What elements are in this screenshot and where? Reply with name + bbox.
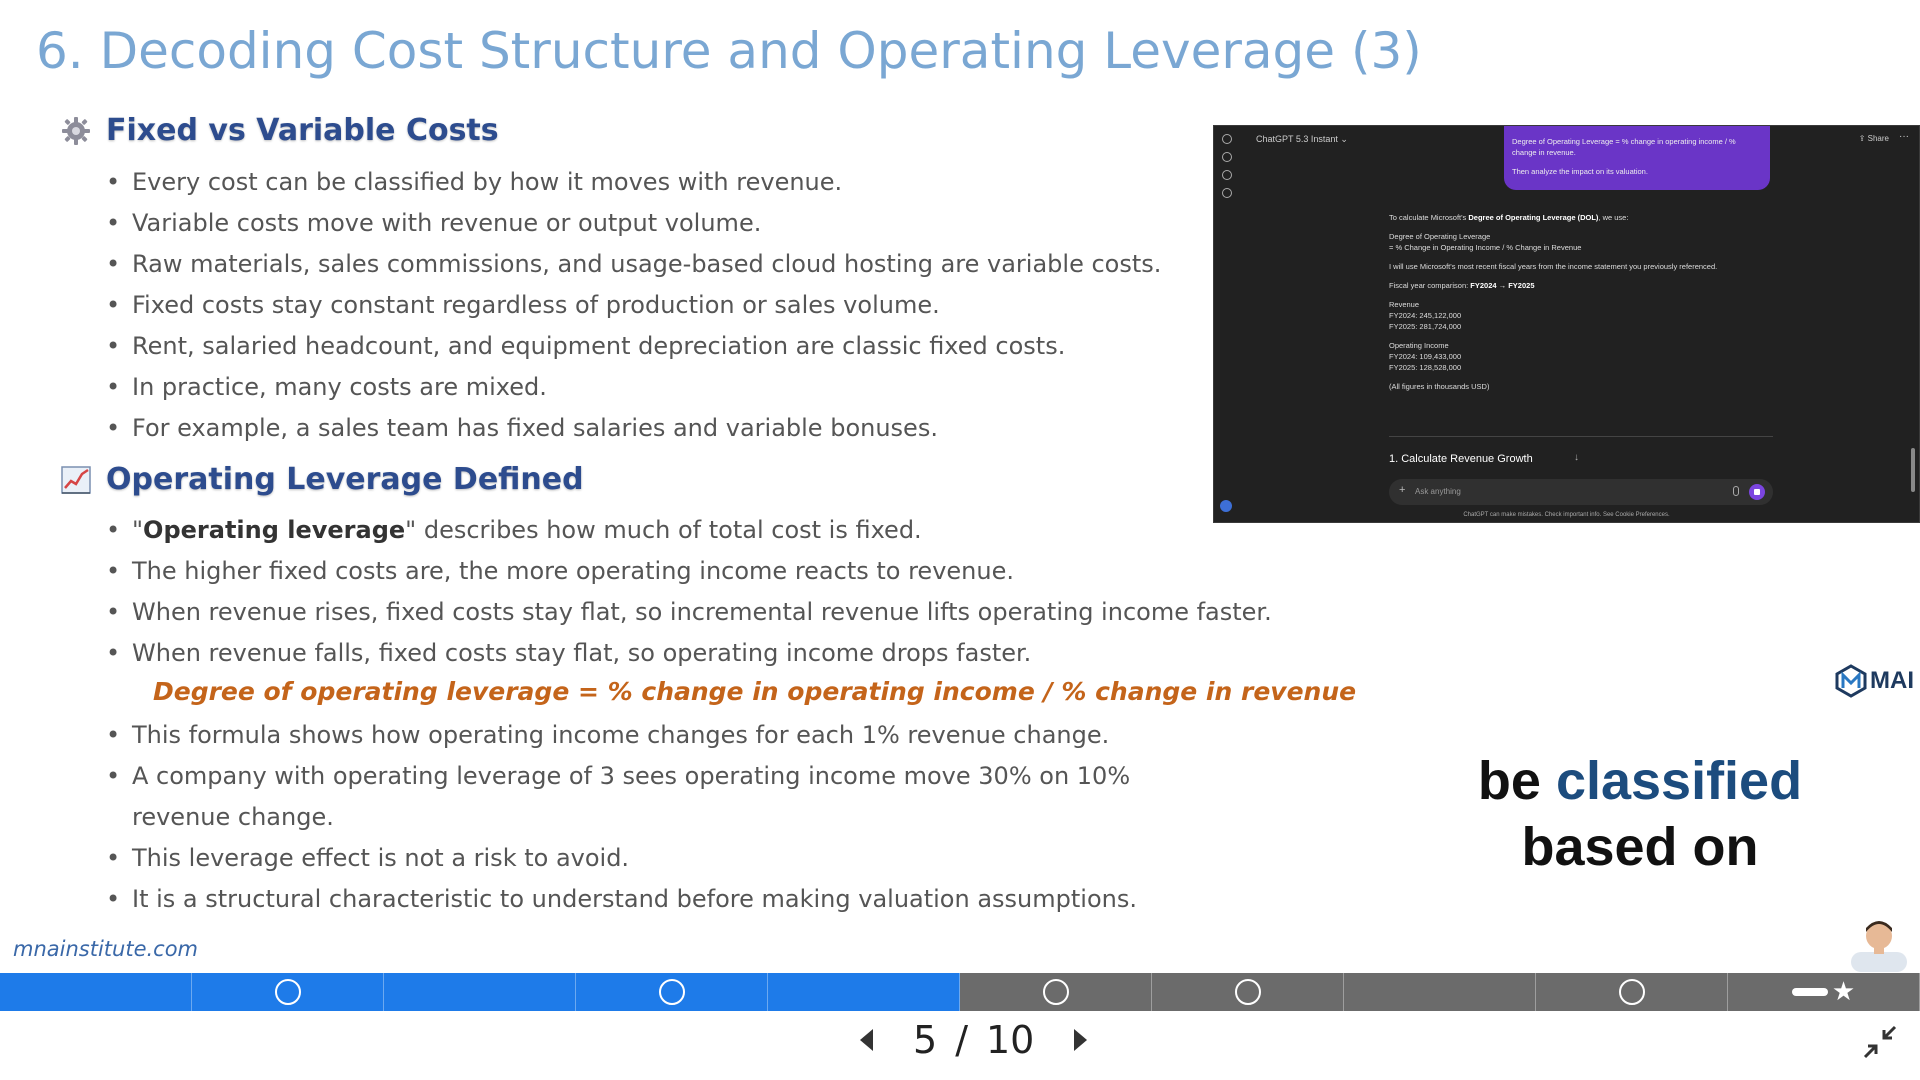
user-message-line: Degree of Operating Leverage = % change in operating income / % change in revenue. (1512, 137, 1736, 157)
checkpoint-ring-icon (1235, 979, 1261, 1005)
current-slide-number: 5 (913, 1018, 938, 1062)
progress-segment[interactable] (1152, 973, 1344, 1011)
caption-line (1440, 748, 1840, 814)
scroll-down-icon: ↓ (1574, 452, 1579, 463)
fixed-variable-bullet-list (106, 162, 1161, 449)
open-quote: " (132, 516, 144, 544)
answer-text: = % Change in Operating Income / % Change in Revenue (1389, 243, 1582, 252)
answer-heading: 1. Calculate Revenue Growth (1389, 453, 1533, 465)
subtitle-caption (1440, 748, 1840, 880)
website-link[interactable]: mnainstitute.com (13, 937, 199, 961)
answer-bold: FY2024 → FY2025 (1470, 281, 1535, 290)
answer-text: Degree of Operating Leverage (1389, 232, 1491, 241)
answer-text: , we use: (1598, 213, 1629, 222)
section-operating-leverage (60, 462, 584, 497)
list-item (106, 510, 1272, 551)
new-chat-icon (1222, 152, 1232, 162)
divider (1389, 436, 1773, 437)
openai-logo-icon (1222, 134, 1232, 144)
checkpoint-ring-icon (1043, 979, 1069, 1005)
list-item: • The higher fixed costs are, the more operating income reacts to revenue. (106, 551, 1272, 592)
chatgpt-screenshot (1213, 125, 1920, 523)
share-button: ⇪ Share (1858, 134, 1889, 143)
assistant-message (1389, 212, 1789, 400)
dol-formula: Degree of operating leverage = % change in operating income / % change in revenue (153, 677, 1357, 706)
list-item: • It is a structural characteristic to understand before making valuation assumptions. (106, 879, 1186, 920)
chat-scrollbar (1911, 448, 1915, 492)
answer-text: FY2024: 245,122,000 (1389, 311, 1462, 320)
mai-logo-icon (1834, 664, 1868, 698)
chat-input (1389, 479, 1773, 505)
gear-icon (60, 115, 92, 147)
caption-line: based on (1521, 817, 1759, 877)
answer-text: FY2025: 128,528,000 (1389, 363, 1462, 372)
caption-highlight: classified (1555, 751, 1803, 811)
chat-input-placeholder: Ask anything (1415, 487, 1461, 496)
list-item: • Every cost can be classified by how it moves with revenue. (106, 162, 1161, 203)
user-message-line: Then analyze the impact on its valuation. (1512, 167, 1648, 176)
progress-segment[interactable] (1728, 973, 1920, 1011)
answer-text: To calculate Microsoft's (1389, 213, 1469, 222)
logo-text: MAI (1870, 667, 1914, 694)
mai-logo (1834, 664, 1914, 698)
answer-units: (All figures in thousands USD) (1389, 382, 1490, 391)
answer-text: FY2024: 109,433,000 (1389, 352, 1462, 361)
list-item: • Raw materials, sales commissions, and usage-based cloud hosting are variable costs. (106, 244, 1161, 285)
progress-segment[interactable] (1344, 973, 1536, 1011)
avatar (1220, 500, 1232, 512)
list-item: • For example, a sales team has fixed salaries and variable bonuses. (106, 408, 1161, 449)
progress-segment[interactable] (768, 973, 960, 1011)
search-icon (1222, 170, 1232, 180)
answer-bold: Degree of Operating Leverage (DOL) (1468, 213, 1599, 222)
presenter-avatar (1843, 912, 1915, 972)
answer-note: I will use Microsoft's most recent fiscal years from the income statement you previously referenced. (1389, 262, 1718, 271)
operating-leverage-bullet-list (106, 510, 1272, 674)
progress-segment[interactable] (576, 973, 768, 1011)
progress-segment[interactable] (1536, 973, 1728, 1011)
chat-disclaimer: ChatGPT can make mistakes. Check important info. See Cookie Preferences. (1463, 512, 1670, 518)
list-item: • This leverage effect is not a risk to avoid. (106, 838, 1186, 879)
pager-separator: / (955, 1018, 968, 1062)
chat-sidebar-icons (1222, 134, 1232, 198)
section-fixed-vs-variable (60, 113, 499, 148)
section-title: Fixed vs Variable Costs (106, 113, 499, 148)
section-title: Operating Leverage Defined (106, 462, 584, 497)
caption-text: be (1477, 751, 1556, 811)
list-item: • In practice, many costs are mixed. (106, 367, 1161, 408)
more-icon: ··· (1899, 131, 1909, 142)
list-item: • This formula shows how operating income changes for each 1% revenue change. (106, 715, 1186, 756)
list-item: • A company with operating leverage of 3 sees operating income move 30% on 10% revenue change. (106, 756, 1186, 838)
answer-text: Operating Income (1389, 341, 1449, 350)
operating-leverage-bullet-list-continued (106, 715, 1186, 920)
line-chart-icon (60, 464, 92, 496)
answer-text: FY2025: 281,724,000 (1389, 322, 1462, 331)
plus-icon: + (1399, 484, 1406, 496)
user-message (1504, 126, 1770, 190)
answer-text: Fiscal year comparison: (1389, 281, 1471, 290)
dash-icon (1792, 988, 1828, 996)
answer-intro (1389, 212, 1789, 223)
mic-icon (1733, 486, 1739, 496)
progress-segment[interactable] (192, 973, 384, 1011)
progress-segment[interactable] (0, 973, 192, 1011)
answer-fy (1389, 280, 1789, 291)
list-item: • When revenue falls, fixed costs stay flat, so operating income drops faster. (106, 633, 1272, 674)
checkpoint-ring-icon (659, 979, 685, 1005)
list-item: • Variable costs move with revenue or output volume. (106, 203, 1161, 244)
progress-segment[interactable] (384, 973, 576, 1011)
list-item: • When revenue rises, fixed costs stay flat, so incremental revenue lifts operating income faster. (106, 592, 1272, 633)
list-item: • Fixed costs stay constant regardless of production or sales volume. (106, 285, 1161, 326)
voice-mode-icon (1749, 484, 1765, 500)
slide-pager (860, 1018, 1087, 1062)
bullet-rest: " describes how much of total cost is fixed. (405, 516, 922, 544)
library-icon (1222, 188, 1232, 198)
answer-definition (1389, 231, 1789, 253)
answer-revenue (1389, 299, 1789, 332)
checkpoint-ring-icon (275, 979, 301, 1005)
next-slide-button[interactable] (1074, 1029, 1087, 1051)
total-slides: 10 (986, 1018, 1035, 1062)
list-item: • Rent, salaried headcount, and equipment depreciation are classic fixed costs. (106, 326, 1161, 367)
collapse-icon[interactable] (1862, 1024, 1898, 1060)
slide-title: 6. Decoding Cost Structure and Operating Leverage (3) (36, 22, 1422, 80)
answer-text: Revenue (1389, 300, 1420, 309)
checkpoint-ring-icon (1619, 979, 1645, 1005)
answer-operating-income (1389, 340, 1789, 373)
star-icon: ★ (1831, 977, 1856, 1007)
bold-term: Operating leverage (143, 516, 406, 544)
progress-segment[interactable] (960, 973, 1152, 1011)
prev-slide-button[interactable] (860, 1029, 873, 1051)
slide-progress-bar[interactable] (0, 973, 1920, 1011)
model-selector: ChatGPT 5.3 Instant ⌄ (1256, 134, 1348, 144)
